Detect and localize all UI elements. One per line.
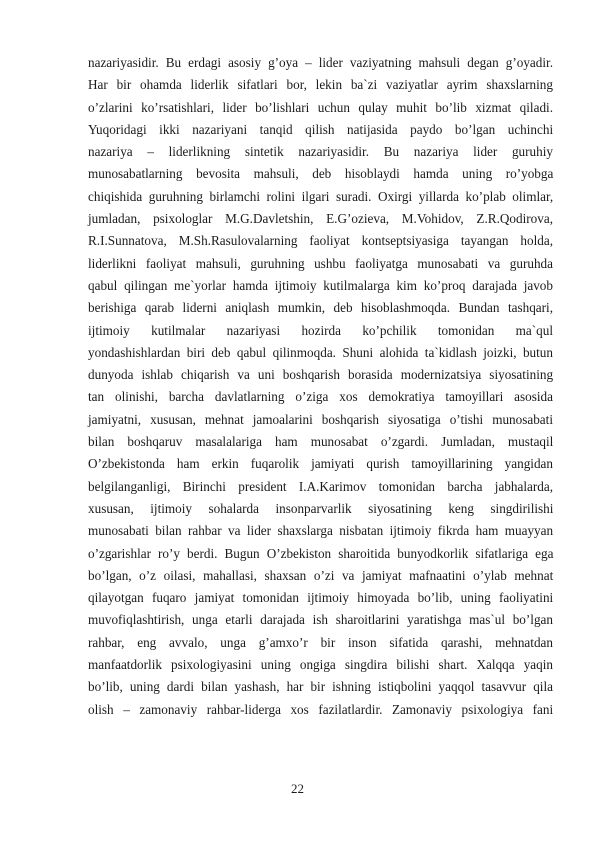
text-line: chiqishida guruhning birlamchi rolini ilgari suradi. Oxirgi yillarda ko’plab olimlar,: [88, 188, 554, 204]
text-line: Yuqoridagi ikki nazariyani tanqid qilish natijasida paydo bo’lgan uchinchi: [88, 121, 554, 137]
text-line: R.I.Sunnatova, M.Sh.Rasulovalarning faoliyat kontseptsiyasiga tayangan holda,: [88, 233, 553, 249]
text-line: nazariyasidir. Bu erdagi asosiy g’oya – lider vaziyatning mahsuli degan g’oyadir.: [88, 55, 553, 70]
text-line: qabul qilingan me`yorlar hamda ijtimoiy kutilmalarga kim ko’proq darajada javob: [88, 277, 553, 293]
text-line: o’zlarini ko’rsatishlari, lider bo’lishlari uchun qulay muhit bo’lib xizmat qiladi.: [88, 99, 553, 115]
text-line: xususan, ijtimoiy sohalarda insonparvarlik siyosatining keng singdirilishi: [88, 500, 554, 516]
text-line: bo’lib, uning dardi bilan yashash, har bir ishning istiqbolini yaqqol tasavvur qila: [88, 679, 553, 695]
text-line: qilayotgan fuqaro jamiyat tomonidan ijtimoiy himoyada bo’lib, uning faoliyatini: [88, 590, 554, 606]
text-line: o’zgarishlar ro’y berdi. Bugun O’zbekiston sharoitida bunyodkorlik sifatlariga ega: [88, 545, 554, 561]
text-line: O’zbekistonda ham erkin fuqarolik jamiyati qurish tamoyillarining yangidan: [88, 456, 553, 472]
text-line: muvofiqlashtirish, unga etarli darajada ish sharoitlarini yaratishga mas`ul bo’lgan: [88, 612, 553, 628]
page-number: 22: [291, 781, 304, 796]
text-line: jumladan, psixologlar M.G.Davletshin, E.G’ozieva, M.Vohidov, Z.R.Qodirova,: [88, 211, 553, 227]
text-line: munosabatlarning bevosita mahsuli, deb hisoblaydi hamda uning ro’yobga: [88, 166, 554, 182]
text-line: yondashishlardan biri deb qabul qilinmoqda. Shuni alohida ta`kidlash joizki, butun: [88, 344, 553, 360]
text-line: tan olinishi, barcha davlatlarning o’ziga xos demokratiya tamoyillari asosida: [88, 389, 553, 405]
text-line: dunyoda ishlab chiqarish va uni boshqarish borasida modernizatsiya siyosatining: [88, 367, 554, 383]
text-line: rahbar, eng avvalo, unga g’amxo’r bir inson sifatida qarashi, mehnatdan: [88, 634, 553, 650]
text-line: nazariya – liderlikning sintetik nazariyasidir. Bu nazariya lider guruhiy: [88, 144, 553, 160]
text-line: liderlikni faoliyat mahsuli, guruhning ushbu faoliyatga munosabati va guruhda: [88, 255, 553, 271]
text-line: jamiyatni, xususan, mehnat jamoalarini boshqarish siyosatiga o’tishi munosabati: [88, 411, 553, 427]
text-line: ijtimoiy kutilmalar nazariyasi hozirda ko’pchilik tomonidan ma`qul: [88, 322, 553, 338]
text-line: munosabati bilan rahbar va lider shaxslarga nisbatan ijtimoiy fikrda ham muayyan: [88, 523, 554, 539]
text-line: bo’lgan, o’z oilasi, mahallasi, shaxsan o’zi va jamiyat mafnaatini o’ylab mehnat: [88, 567, 554, 583]
text-line: manfaatdorlik psixologiyasini uning ongiga singdira bilishi shart. Xalqqa yaqin: [88, 657, 553, 673]
text-line: bilan boshqaruv masalalariga ham munosabat o’zgardi. Jumladan, mustaqil: [88, 434, 554, 450]
body-text: [88, 52, 553, 721]
text-line: Har bir ohamda liderlik sifatlari bor, lekin ba`zi vaziyatlar ayrim shaxslarning: [88, 77, 553, 93]
text-line: belgilanganligi, Birinchi president I.A.Karimov tomonidan barcha jabhalarda,: [88, 478, 553, 494]
text-line: berishiga qarab liderni aniqlash mumkin, deb hisoblashmoqda. Bundan tashqari,: [88, 300, 553, 316]
text-line: olish – zamonaviy rahbar-liderga xos fazilatlardir. Zamonaviy psixologiya fani: [88, 701, 554, 717]
